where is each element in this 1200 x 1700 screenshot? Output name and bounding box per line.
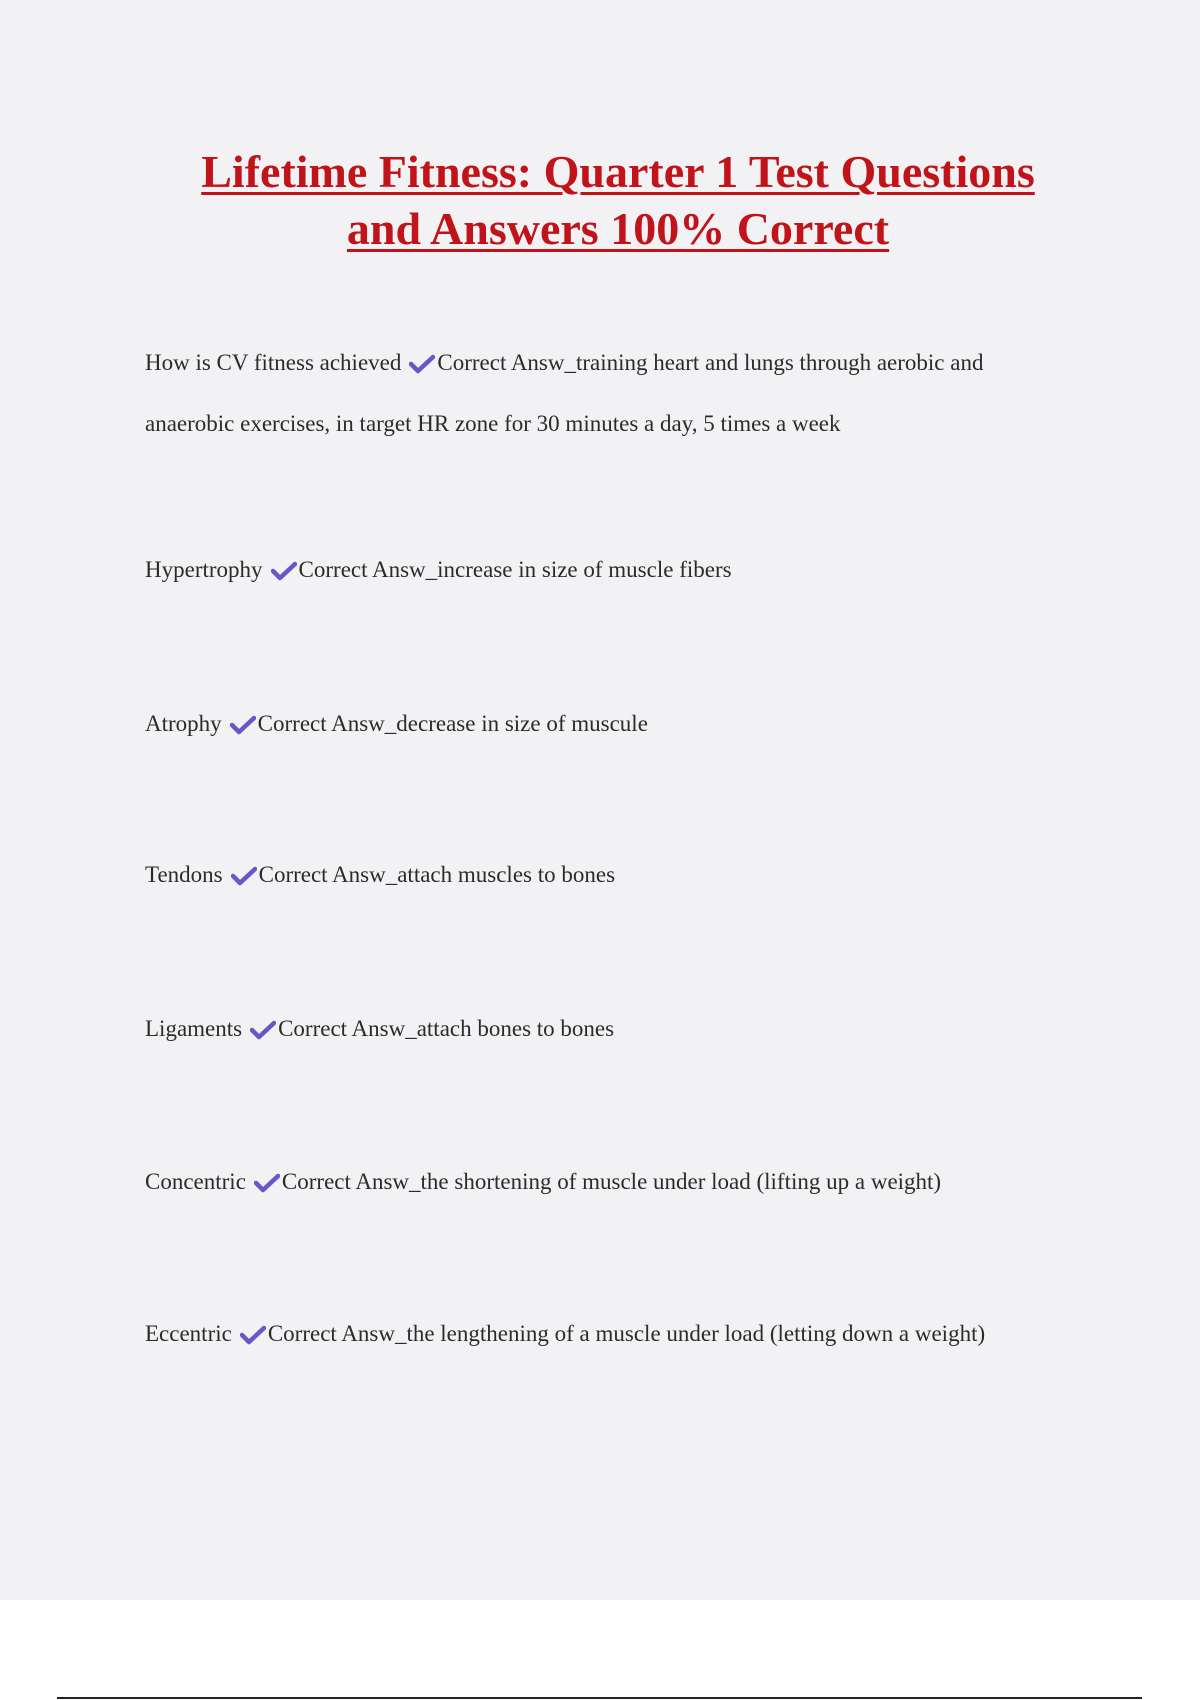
check-icon	[240, 1325, 266, 1345]
check-icon	[271, 561, 297, 581]
qa-answer: Correct Answ_training heart and lungs through aerobic and anaerobic exercises, in target HR zone for 30 minutes a day, 5 times a week	[145, 350, 984, 436]
qa-answer: Correct Answ_attach bones to bones	[278, 1016, 615, 1041]
check-icon	[231, 866, 257, 886]
check-icon	[250, 1020, 276, 1040]
qa-term: Tendons	[145, 862, 223, 887]
qa-answer: Correct Answ_increase in size of muscle fibers	[298, 557, 732, 582]
title-line-2: and Answers 100% Correct	[346, 203, 890, 254]
qa-item	[145, 693, 1065, 754]
qa-answer: Correct Answ_the lengthening of a muscle under load (letting down a weight)	[267, 1321, 986, 1346]
document-title	[0, 143, 1200, 257]
qa-term: Concentric	[145, 1169, 246, 1194]
qa-term: Eccentric	[145, 1321, 232, 1346]
qa-answer: Correct Answ_decrease in size of muscule	[257, 711, 648, 736]
qa-item	[145, 539, 1065, 600]
qa-term: Atrophy	[145, 711, 222, 736]
check-icon	[230, 715, 256, 735]
check-icon	[409, 354, 435, 374]
qa-answer: Correct Answ_attach muscles to bones	[258, 862, 616, 887]
qa-item	[145, 998, 1065, 1059]
qa-item	[145, 844, 1065, 905]
qa-term: Hypertrophy	[145, 557, 263, 582]
check-icon	[254, 1173, 280, 1193]
qa-item	[145, 332, 1065, 454]
page-divider	[57, 1697, 1142, 1699]
qa-item	[145, 1303, 1065, 1364]
title-line-1: Lifetime Fitness: Quarter 1 Test Questions	[201, 146, 1035, 197]
qa-term: Ligaments	[145, 1016, 243, 1041]
qa-term: How is CV fitness achieved	[145, 350, 402, 375]
qa-answer: Correct Answ_the shortening of muscle under load (lifting up a weight)	[281, 1169, 942, 1194]
qa-item	[145, 1151, 1065, 1212]
